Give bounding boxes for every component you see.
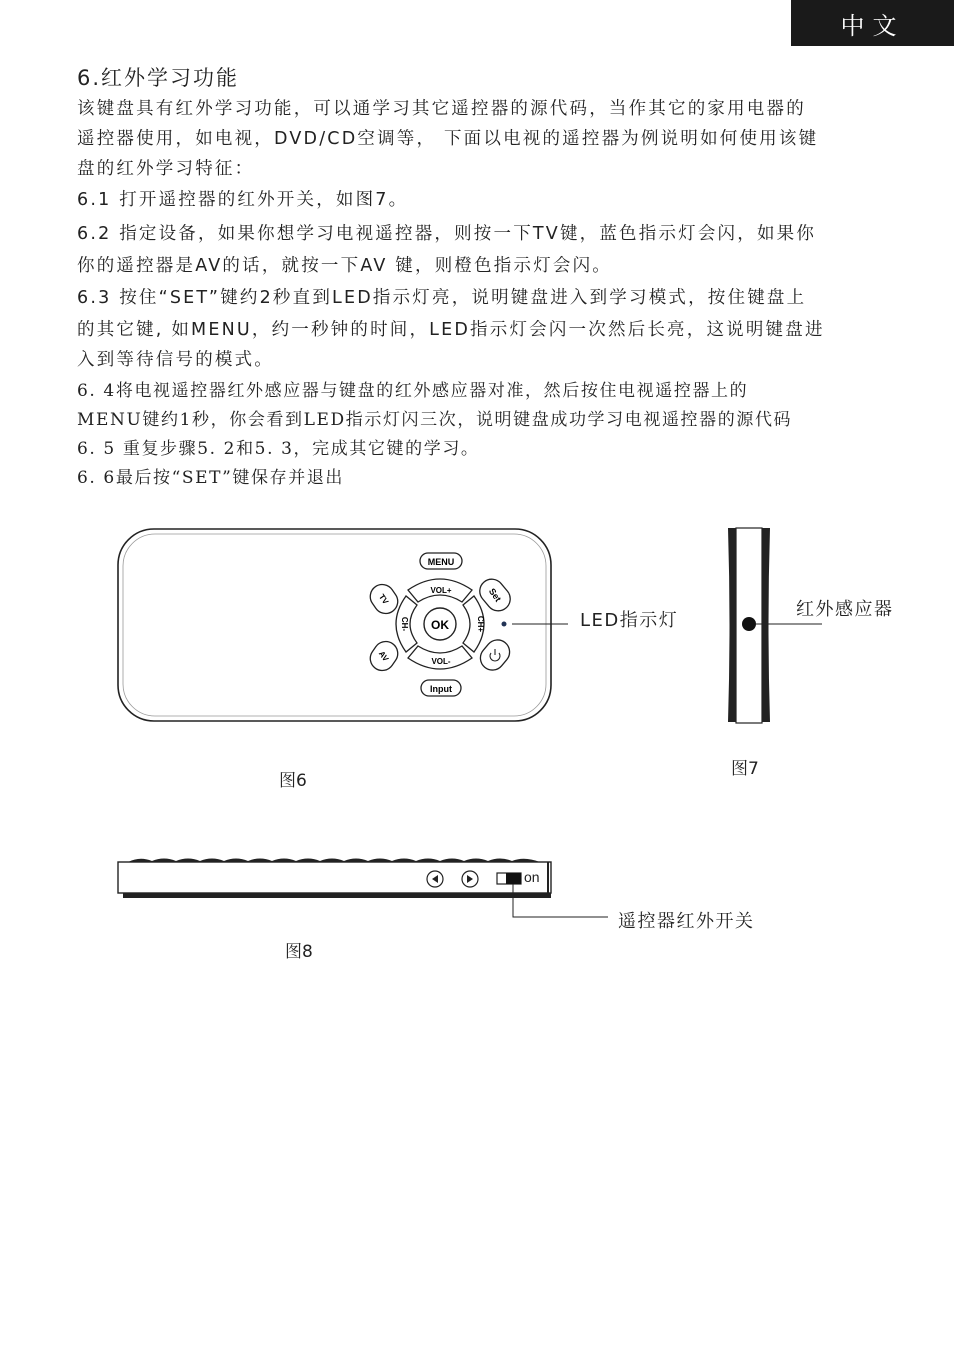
right-arrow-icon: [462, 871, 478, 887]
step-6-3: 6.3 按住“SET”键约2秒直到LED指示灯亮，说明键盘进入到学习模式，按住键盘上: [77, 288, 807, 308]
ir-sensor-label: 红外感应器: [796, 599, 894, 620]
set-button-label: Set: [486, 586, 504, 604]
paragraph-line: 入到等待信号的模式。: [77, 350, 274, 370]
led-indicator-label: LED指示灯: [580, 610, 679, 631]
switch-on-text: on: [524, 869, 540, 885]
ir-sensor-dot: [742, 617, 756, 631]
step-6-4: 6. 4将电视遥控器红外感应器与键盘的红外感应器对准，然后按住电视遥控器上的: [77, 381, 749, 401]
step-6-2: 6.2 指定设备，如果你想学习电视遥控器，则按一下TV键，蓝色指示灯会闪，如果你: [77, 224, 817, 244]
language-tab: 中文: [791, 0, 954, 46]
ir-switch-knob: [506, 873, 521, 884]
ok-button-label: OK: [431, 618, 449, 632]
step-6-5: 6. 5 重复步骤5. 2和5. 3，完成其它键的学习。: [77, 439, 480, 459]
fig8-caption: 图8: [285, 942, 313, 962]
vol-up-label: VOL+: [430, 586, 452, 595]
vol-down-label: VOL-: [431, 657, 451, 666]
fig6-caption: 图6: [279, 771, 307, 791]
fig8-edge-view: [118, 859, 608, 918]
menu-button-label: MENU: [427, 557, 455, 567]
step-6-1: 6.1 打开遥控器的红外开关，如图7。: [77, 190, 409, 210]
paragraph-line: 该键盘具有红外学习功能，可以通学习其它遥控器的源代码，当作其它的家用电器的: [77, 99, 806, 119]
fig7-side-view: [728, 528, 822, 723]
paragraph-line: 的其它键, 如MENU，约一秒钟的时间，LED指示灯会闪一次然后长亮，这说明键盘进: [77, 320, 825, 340]
tv-button-label: TV: [376, 592, 391, 607]
fig7-caption: 图7: [731, 759, 759, 779]
paragraph-line: 你的遥控器是AV的话，就按一下AV 键，则橙色指示灯会闪。: [77, 256, 613, 276]
led-indicator: [502, 622, 507, 627]
left-arrow-icon: [427, 871, 443, 887]
av-button-label: AV: [376, 649, 391, 664]
input-button-label: Input: [430, 684, 452, 694]
paragraph-line: 遥控器使用，如电视，DVD/CD空调等， 下面以电视的遥控器为例说明如何使用该键: [77, 129, 819, 149]
paragraph-line: MENU键约1秒，你会看到LED指示灯闪三次，说明键盘成功学习电视遥控器的源代码: [77, 410, 793, 430]
ch-down-label: CH-: [400, 616, 409, 632]
ir-switch-label: 遥控器红外开关: [618, 911, 755, 932]
paragraph-line: 盘的红外学习特征：: [77, 159, 255, 179]
step-6-6: 6. 6最后按“SET”键保存并退出: [77, 468, 345, 488]
fig6-device: [118, 529, 568, 721]
ch-up-label: CH+: [476, 615, 485, 633]
section-heading: 6.红外学习功能: [77, 66, 240, 90]
